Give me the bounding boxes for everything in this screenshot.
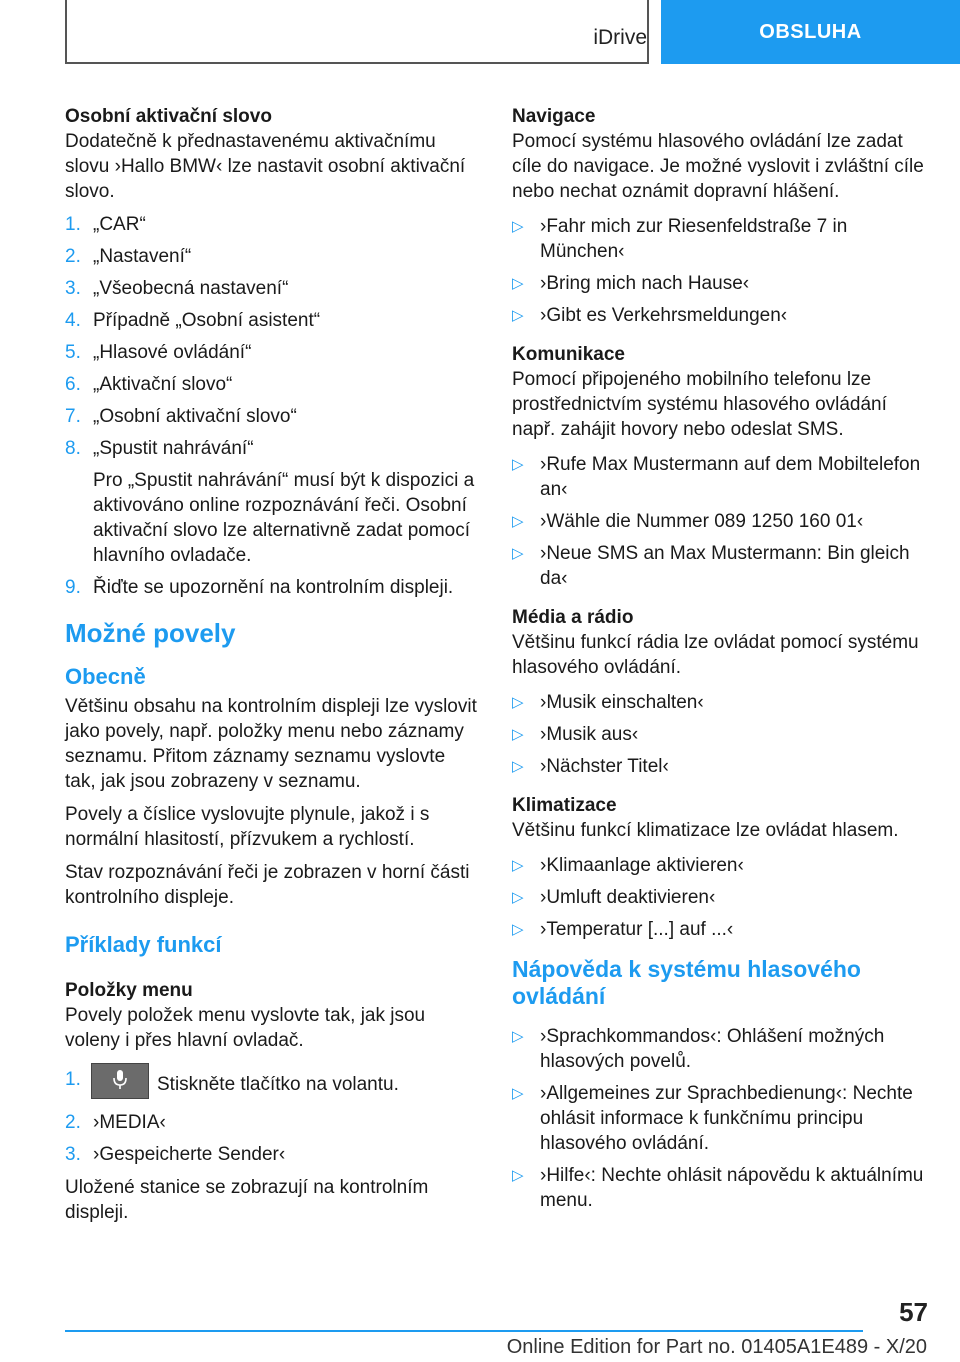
heading-possible-commands: Možné povely [65,618,236,648]
heading-general: Obecně [65,664,146,689]
left-column [65,104,480,1233]
list-item: 1. „CAR“ [65,214,146,235]
triangle-bullet-icon: ▷ [512,307,524,324]
footer-rule [65,1330,863,1332]
wakeword-steps [65,212,480,600]
list-item: 7. „Osobní aktivační slovo“ [65,406,297,427]
heading-media-radio: Média a rádio [512,607,634,628]
microphone-icon [91,1063,149,1099]
communication-commands [512,452,932,591]
para-communication: Pomocí připojeného mobilního telefonu lze prostřednictvím systému hlasového ovládání např. zahájit hovory nebo odeslat SMS. [512,369,887,440]
list-item: ▷ ›Musik einschalten‹ [512,692,704,713]
list-item: 8. „Spustit nahrávání“ Pro „Spustit nahrávání“ musí být k dispozici a aktivováno online rozpoznávání řeči. Osobní aktivační slovo lze alternativně zadat pomocí hlavního ovladače. [65,436,480,568]
heading-navigation: Navigace [512,106,596,127]
triangle-bullet-icon: ▷ [512,218,524,235]
triangle-bullet-icon: ▷ [512,1167,524,1184]
list-item: ▷ ›Wähle die Nummer 089 1250 160 01‹ [512,511,864,532]
list-item: 2. „Nastavení“ [65,246,192,267]
para-general-3: Stav rozpoznávání řeči je zobrazen v horní části kontrolního displeje. [65,862,470,908]
list-item: ▷ ›Hilfe‹: Nechte ohlásit nápovědu k aktuálnímu menu. [512,1165,924,1211]
para-climate: Většinu funkcí klimatizace lze ovládat hlasem. [512,820,899,841]
para-general-1: Většinu obsahu na kontrolním displeji lze vyslovit jako povely, např. položky menu nebo záznamy seznamu. Přitom záznamy seznamu vyslovte tak, jak jsou zobrazeny v seznamu. [65,696,477,792]
triangle-bullet-icon: ▷ [512,857,524,874]
list-item: 9. Řiďte se upozornění na kontrolním displeji. [65,577,454,598]
header-chapter-tab: OBSLUHA [661,0,960,64]
triangle-bullet-icon: ▷ [512,1085,524,1102]
para-navigation: Pomocí systému hlasového ovládání lze zadat cíle do navigace. Je možné vyslovit i zvláštní cíle nebo nechat oznámit dopravní hlášení. [512,131,924,202]
list-item: ▷ ›Nächster Titel‹ [512,756,669,777]
para-personal-wakeword: Dodatečně k přednastavenému aktivačnímu slovu ›Hallo BMW‹ lze nastavit osobní aktivační slovo. [65,131,466,202]
list-item: ▷ ›Gibt es Verkehrsmeldungen‹ [512,305,788,326]
heading-voice-help: Nápověda k systému hlasového ovládání [512,956,861,1009]
para-general-2: Povely a číslice vyslovujte plynule, jakož i s normální hlasitostí, přízvukem a rychlostí. [65,804,430,850]
triangle-bullet-icon: ▷ [512,1028,524,1045]
triangle-bullet-icon: ▷ [512,545,524,562]
triangle-bullet-icon: ▷ [512,513,524,530]
para-menu-items: Povely položek menu vyslovte tak, jak jsou voleny i přes hlavní ovladač. [65,1005,426,1051]
heading-function-examples: Příklady funkcí [65,932,222,957]
right-column [512,104,932,1227]
list-item: 3. „Všeobecná nastavení“ [65,278,289,299]
list-item: ▷ ›Bring mich nach Hause‹ [512,273,750,294]
footer-edition: Online Edition for Part no. 01405A1E489 - X/20 [506,1336,927,1358]
menu-steps [65,1067,480,1167]
list-item: 4. Případně „Osobní asistent“ [65,310,321,331]
list-item: ▷ ›Musik aus‹ [512,724,639,745]
header-section-title: iDrive [593,26,647,49]
list-item: ▷ ›Neue SMS an Max Mustermann: Bin gleich da‹ [512,543,910,589]
heading-personal-wakeword: Osobní aktivační slovo [65,106,272,127]
list-item: 2. ›MEDIA‹ [65,1112,166,1133]
climate-commands [512,853,932,942]
triangle-bullet-icon: ▷ [512,275,524,292]
help-commands [512,1024,932,1213]
list-item: 5. „Hlasové ovládání“ [65,342,252,363]
list-item: ▷ ›Rufe Max Mustermann auf dem Mobiltelefon an‹ [512,454,921,500]
list-item: 3. ›Gespeicherte Sender‹ [65,1144,286,1165]
list-item: ▷ ›Temperatur [...] auf ...‹ [512,919,734,940]
triangle-bullet-icon: ▷ [512,889,524,906]
media-commands [512,690,932,779]
list-item: ▷ ›Sprachkommandos‹: Ohlášení možných hlasových povelů. [512,1026,885,1072]
list-item: 6. „Aktivační slovo“ [65,374,233,395]
navigation-commands [512,214,932,328]
triangle-bullet-icon: ▷ [512,726,524,743]
para-stored-stations: Uložené stanice se zobrazují na kontrolním displeji. [65,1177,429,1223]
triangle-bullet-icon: ▷ [512,694,524,711]
triangle-bullet-icon: ▷ [512,456,524,473]
list-item: ▷ ›Umluft deaktivieren‹ [512,887,716,908]
heading-menu-items: Položky menu [65,980,193,1001]
heading-climate: Klimatizace [512,795,617,816]
triangle-bullet-icon: ▷ [512,758,524,775]
list-item: ▷ ›Klimaanlage aktivieren‹ [512,855,744,876]
page-number: 57 [899,1297,928,1327]
list-item: ▷ ›Allgemeines zur Sprachbedienung‹: Nechte ohlásit informace k funkčnímu principu hlasového ovládání. [512,1083,913,1154]
triangle-bullet-icon: ▷ [512,921,524,938]
heading-communication: Komunikace [512,344,625,365]
list-item: ▷ ›Fahr mich zur Riesenfeldstraße 7 in München‹ [512,216,848,262]
list-item: 1. Stiskněte tlačítko na volantu. [65,1067,480,1103]
para-media-radio: Většinu funkcí rádia lze ovládat pomocí systému hlasového ovládání. [512,632,919,678]
step-note: Pro „Spustit nahrávání“ musí být k dispozici a aktivováno online rozpoznávání řeči. Osobní aktivační slovo lze alternativně zadat pomocí hlavního ovladače. [93,470,475,566]
